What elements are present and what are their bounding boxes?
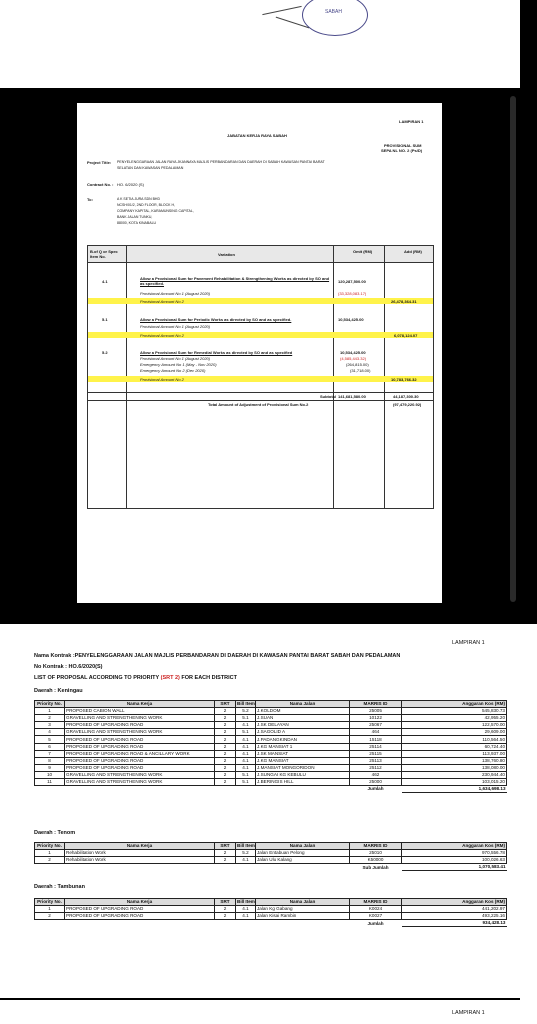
table-cell: 4 [35, 729, 65, 736]
table-cell: 5.2 [236, 850, 256, 857]
table-cell: J.KG MANSIAT [256, 757, 350, 764]
table-header-row [35, 843, 507, 850]
col-header: Priority No. [35, 899, 65, 906]
col-header: Nama Jalan [256, 701, 350, 708]
total-label: Jumlah [367, 920, 384, 926]
total-value: 1,634,698.13 [402, 786, 507, 793]
table-cell: 2 [215, 743, 236, 750]
table-cell: J.KG MANSIAT 1 [256, 743, 350, 750]
signature-stroke [262, 6, 301, 15]
project-title-value: SELATAN DAN KAWASAN PEDALAMAN [117, 166, 184, 170]
table-cell: 5.1 [236, 729, 256, 736]
table-cell: 1 [35, 850, 65, 857]
table-cell: 230,944.40 [402, 771, 507, 778]
table-row [35, 743, 507, 750]
table-cell: PROPOSED OF UPGRADING ROAD [65, 913, 215, 920]
table-cell: 5.1 [236, 779, 256, 786]
table-cell: PROPOSED OF UPGRADING ROAD [65, 722, 215, 729]
table-cell: 5.2 [236, 708, 256, 715]
add-value: 10,783,766.32 [391, 377, 417, 382]
table-cell: 25067 [350, 722, 402, 729]
item-sub-line: Emergency Amount No 2 (Dec 2020) [140, 368, 206, 373]
total-value: 1,070,583.41 [402, 864, 507, 871]
subtotal-add: 44,187,300.30 [393, 394, 419, 399]
proposal-list-page [0, 624, 537, 998]
table-cell: K0024 [350, 906, 402, 913]
table-header [88, 246, 433, 263]
table-cell: 25000 [350, 779, 402, 786]
omit-value-red: (33,328,083.17) [338, 291, 367, 296]
col-header: MARRIS ID [350, 701, 402, 708]
table-cell: 2 [215, 750, 236, 757]
table-cell: K0027 [350, 913, 402, 920]
table-cell: 25112 [350, 764, 402, 771]
contract-name: Nama Kontrak :PENYELENGGARAAN JALAN MAJLIS PERBANDARAN DI DAERAH DI KAWASAN PANTAI BARAT SABAH DAN PEDALAMAN [34, 653, 401, 659]
scrollbar[interactable] [510, 96, 516, 602]
table-cell: PROPOSED CABION WALL [65, 708, 215, 715]
omit-value: (264,815.00) [346, 362, 369, 367]
col-header: Bill Item [237, 843, 255, 849]
table-cell: 60,724.40 [402, 743, 507, 750]
table-cell: GRAVELLING AND STRENGTHENING WORK [65, 729, 215, 736]
table-header-row [35, 899, 507, 906]
table-cell: PROPOSED OF UPGRADING ROAD [65, 743, 215, 750]
provisional-amount-2-label: Provisional Amount No 2 [140, 333, 184, 338]
provisional-amount-2-label: Provisional Amount No 2 [140, 377, 184, 382]
table-cell: 2 [215, 779, 236, 786]
col-header: Anggaran Kos (RM) [402, 701, 507, 708]
item-sub-line: Provisional Amount No 1 (August 2020) [140, 356, 211, 361]
to-label: To: [87, 197, 93, 202]
table-cell: Jalan Kg Gabang [256, 906, 350, 913]
page-heading: JABATAN KERJA RAYA SABAH [227, 133, 287, 138]
table-body [35, 850, 507, 871]
table-cell: J.SK MANSIAT [256, 750, 350, 757]
total-spacer [35, 786, 350, 793]
table-cell: PROPOSED OF UPGRADING ROAD [65, 764, 215, 771]
item-description: Allow a Provisional Sum for Pavement Rehabilitation & Strengthening Works as directed by SO and as specified. [140, 276, 330, 286]
table-cell: 113,937.00 [402, 750, 507, 757]
table-cell: 2 [35, 913, 65, 920]
table-cell: 2 [215, 729, 236, 736]
col-header: Anggaran Kos (RM) [402, 899, 507, 906]
table-cell: 2 [215, 715, 236, 722]
provisional-sum-page [77, 103, 442, 603]
table-cell: 1 [35, 906, 65, 913]
col-header: Nama Jalan [256, 843, 350, 850]
table-cell: 4.1 [236, 736, 256, 743]
district-table-tambunan [34, 898, 507, 927]
table-cell: 138,080.00 [402, 764, 507, 771]
list-title-srt: (SRT 2) [160, 675, 180, 681]
omit-value-red: (4,585,443.32) [340, 356, 367, 361]
table-header-row [35, 701, 507, 708]
table-cell: 138,760.80 [402, 757, 507, 764]
table-cell: 5.1 [236, 771, 256, 778]
table-cell: 2 [35, 715, 65, 722]
project-title-label: Project Title: [87, 160, 112, 165]
table-cell: 2 [215, 764, 236, 771]
col-header: Bill Item [237, 899, 255, 905]
district-title: Daerah : Tenom [34, 830, 76, 836]
table-cell: PROPOSED OF UPGRADING ROAD [65, 757, 215, 764]
table-cell: 2 [215, 913, 236, 920]
contract-label: Contract No. : [87, 182, 114, 187]
table-cell: 7 [35, 750, 65, 757]
item-description: Allow a Provisional Sum for Remedial Works as directed by SO and as specified [140, 350, 293, 355]
item-sub-line: Provisional Amount No 1 (August 2020) [140, 291, 211, 296]
total-value: (97,479,220.92) [393, 402, 422, 407]
table-body [35, 906, 507, 927]
table-cell: 2 [215, 736, 236, 743]
col-header: Nama Kerja [65, 701, 215, 708]
item-sub-line: Provisional Amount No 1 (August 2020) [140, 324, 211, 329]
district-table-keningau [34, 700, 507, 793]
table-cell: J.PADANGKINDAN [256, 736, 350, 743]
table-cell: 4.1 [236, 757, 256, 764]
provisional-sum-table [87, 245, 434, 509]
subtotal-omit: 141,681,580.00 [338, 394, 366, 399]
col-add: Add (RM) [404, 249, 422, 254]
col-header: Bill Item [237, 701, 255, 707]
table-cell: 464 [350, 729, 402, 736]
table-row [35, 906, 507, 913]
provisional-amount-2-label: Provisional Amount No 2 [140, 299, 184, 304]
table-body [35, 708, 507, 793]
omit-value: 10,534,425.00 [340, 350, 366, 355]
col-header: SRT [215, 701, 236, 708]
table-cell: 462 [350, 771, 402, 778]
next-page-strip [0, 998, 537, 1024]
lampiran-label: LAMPIRAN 1 [399, 119, 424, 124]
address-line: 88000, KOTA KINABALU [117, 221, 157, 225]
table-cell: 25114 [350, 743, 402, 750]
item-number: 4.1 [102, 279, 108, 284]
table-cell: J.BERINGIS HILL [256, 779, 350, 786]
col-header: Nama Kerja [65, 843, 215, 850]
table-row [35, 779, 507, 786]
address-line: NCSH/01/2, 2ND FLOOR, BLOCK H, [117, 203, 175, 207]
table-cell: 2 [215, 708, 236, 715]
address-line: A K SETIA JURA SDN BHD [117, 197, 160, 201]
table-cell: 493,225.16 [402, 913, 507, 920]
table-cell: 42,955.20 [402, 715, 507, 722]
table-cell: 970,556.78 [402, 850, 507, 857]
table-row [35, 750, 507, 757]
table-cell: Rehabilitation Work [65, 857, 215, 864]
table-cell: 4.1 [236, 722, 256, 729]
lampiran-label: LAMPIRAN 1 [452, 640, 485, 646]
add-value: 6,078,124.07 [394, 333, 418, 338]
table-cell: 2 [215, 722, 236, 729]
table-cell: 1 [35, 708, 65, 715]
table-cell: 4.1 [236, 906, 256, 913]
total-row [35, 864, 507, 871]
table-cell: GRAVELLING AND STRENGTHENING WORK [65, 771, 215, 778]
total-label: Jumlah [367, 786, 384, 792]
table-row [35, 913, 507, 920]
table-row [35, 736, 507, 743]
table-cell: 25010 [350, 850, 402, 857]
table-cell: Rehabilitation Work [65, 850, 215, 857]
table-cell: 4.1 [236, 743, 256, 750]
table-cell: 4.1 [236, 750, 256, 757]
table-cell: Jalan Entabuan Pelong [256, 850, 350, 857]
address-line: COMPANY KAPITAL, KARAMUNSING CAPITAL, [117, 209, 194, 213]
total-label: Total Amount of Adjustment of Provisional Sum No.2 [208, 402, 309, 407]
table-cell: 9 [35, 764, 65, 771]
table-cell: J.SUNGAI KG KEBULU [256, 771, 350, 778]
table-cell: PROPOSED OF UPGRADING ROAD [65, 906, 215, 913]
table-cell: 11 [35, 779, 65, 786]
table-cell: 545,830.73 [402, 708, 507, 715]
table-row [35, 708, 507, 715]
table-cell: 2 [35, 857, 65, 864]
subtotal-label: Subtotal [320, 394, 336, 399]
item-number: 5.2 [102, 350, 108, 355]
col-item: B.of Q or Spec Item No. [90, 249, 118, 259]
total-row [35, 786, 507, 793]
add-value: 26,478,364.31 [391, 299, 417, 304]
col-header: Nama Kerja [65, 899, 215, 906]
col-header: SRT [215, 899, 236, 906]
col-variation: Variation [218, 252, 235, 257]
table-row [35, 771, 507, 778]
table-cell: 110,564.50 [402, 736, 507, 743]
table-cell: J.SAGOLID A [256, 729, 350, 736]
contract-number: No Kontrak : HO.6/2020(S) [34, 664, 103, 670]
table-cell: Jalan Ulu Kalang [256, 857, 350, 864]
col-header: Nama Jalan [256, 899, 350, 906]
col-header: Priority No. [35, 701, 65, 708]
provisional-label: SEPA NL NO. 2 (Ps/D) [381, 148, 423, 153]
district-title: Daerah : Keningau [34, 688, 83, 694]
subtotal-rule [88, 392, 433, 393]
table-cell: 8 [35, 757, 65, 764]
table-cell: PROPOSED OF UPGRADING ROAD & ANCILLARY WORK [65, 750, 215, 757]
table-cell: GRAVELLING AND STRENGTHENING WORK [65, 779, 215, 786]
table-cell: 15118 [350, 736, 402, 743]
table-cell: 4.1 [236, 913, 256, 920]
col-header: Anggaran Kos (RM) [402, 843, 507, 850]
table-cell: 2 [215, 850, 236, 857]
omit-value: 10,534,425.00 [338, 317, 364, 322]
omit-value: 120,287,500.00 [338, 279, 366, 284]
col-header: SRT [215, 843, 236, 850]
top-sheet-remnant [0, 0, 520, 88]
table-cell: 10122 [350, 715, 402, 722]
table-cell: 2 [215, 906, 236, 913]
table-row [35, 850, 507, 857]
table-cell: 5.1 [236, 715, 256, 722]
list-title-text: LIST OF PROPOSAL ACCORDING TO PRIORITY [34, 675, 161, 681]
table-cell: 103,015.20 [402, 779, 507, 786]
table-row [35, 764, 507, 771]
total-label: Sub Jumlah [362, 864, 389, 870]
omit-value: (31,718.00) [350, 368, 371, 373]
total-value: 934,428.13 [402, 920, 507, 927]
address-line: BANK JALAN TUNKU, [117, 215, 153, 219]
district-title: Daerah : Tambunan [34, 884, 85, 890]
list-title [34, 675, 237, 681]
table-row [35, 729, 507, 736]
table-cell: J.SUAN [256, 715, 350, 722]
table-cell: J.KOLDOM [256, 708, 350, 715]
col-header: Priority No. [35, 843, 65, 850]
table-row [35, 757, 507, 764]
item-description: Allow a Provisional Sum for Periodic Works as directed by SO and as specified. [140, 317, 292, 322]
total-row [35, 920, 507, 927]
table-cell: J.SK DELAYAN [256, 722, 350, 729]
page-divider [0, 998, 520, 1000]
col-header: MARRIS ID [350, 899, 402, 906]
table-cell: J.MANSIAT MONGORIDON [256, 764, 350, 771]
table-cell: 2 [215, 857, 236, 864]
col-omit: Omit (RM) [353, 249, 373, 254]
lampiran-label: LAMPIRAN 1 [452, 1010, 485, 1016]
table-row [35, 722, 507, 729]
table-cell: 25113 [350, 757, 402, 764]
col-header: MARRIS ID [350, 843, 402, 850]
table-cell: 10 [35, 771, 65, 778]
total-spacer [35, 864, 350, 871]
table-cell: 4.1 [236, 857, 256, 864]
table-row [35, 715, 507, 722]
contract-value: HO. 6/2020 (S) [117, 182, 144, 187]
item-number: 5.1 [102, 317, 108, 322]
item-sub-line: Emergency Amount No 1 (May - Nov 2020) [140, 362, 217, 367]
total-spacer [35, 920, 350, 927]
table-cell: 122,570.00 [402, 722, 507, 729]
table-cell: 2 [215, 757, 236, 764]
table-cell: K50000 [350, 857, 402, 864]
table-cell: 441,202.97 [402, 906, 507, 913]
table-cell: 25005 [350, 708, 402, 715]
official-stamp: SABAH [302, 0, 368, 36]
total-rule [88, 400, 433, 401]
table-cell: 4.1 [236, 764, 256, 771]
table-cell: 29,609.00 [402, 729, 507, 736]
project-title-value: PENYELENGGARAAN JALAN RAYA JKANNAYA MAJLIS PERBANDARAN DAN DAERAH DI SABAH KAWASAN PANTAI BARAT [117, 160, 325, 164]
table-row [35, 857, 507, 864]
table-cell: 25115 [350, 750, 402, 757]
list-title-text: FOR EACH DISTRICT [179, 675, 238, 681]
table-cell: 6 [35, 743, 65, 750]
table-cell: Jalan Kisai Rambin [256, 913, 350, 920]
table-cell: 100,026.63 [402, 857, 507, 864]
district-table-tenom [34, 842, 507, 871]
table-cell: 3 [35, 722, 65, 729]
table-cell: 2 [215, 771, 236, 778]
table-cell: 5 [35, 736, 65, 743]
table-cell: GRAVELLING AND STRENGTHENING WORK [65, 715, 215, 722]
provisional-label: PROVISIONAL SUM [384, 143, 422, 148]
table-cell: PROPOSED OF UPGRADING ROAD [65, 736, 215, 743]
